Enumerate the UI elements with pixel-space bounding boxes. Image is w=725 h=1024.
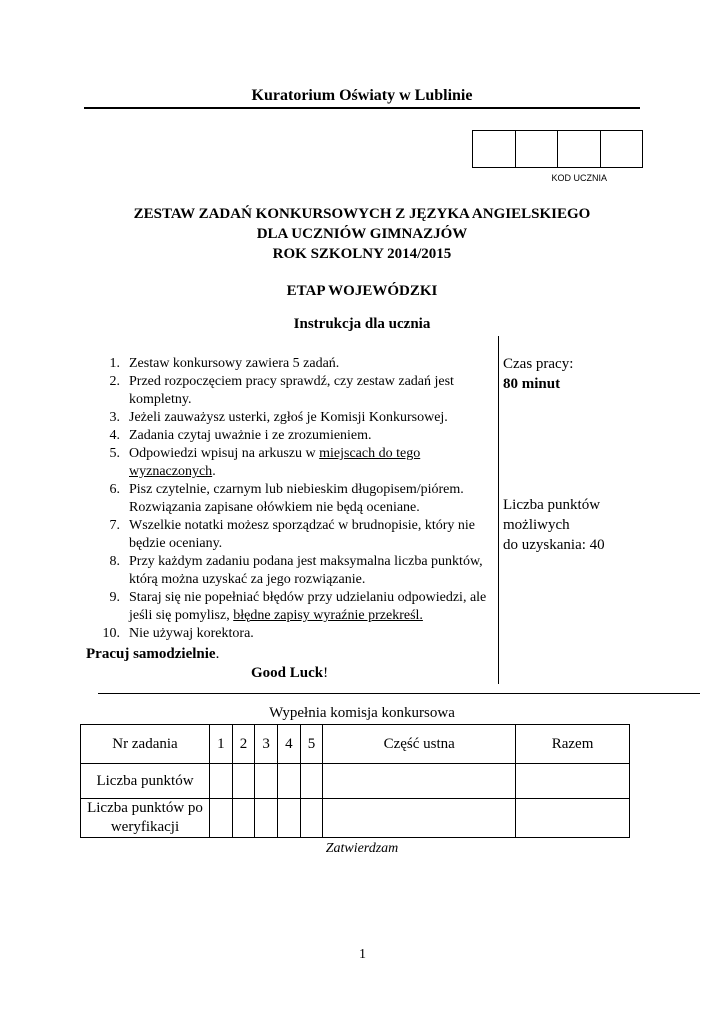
- score-input-cell[interactable]: [278, 799, 301, 838]
- student-code-cell-2[interactable]: [516, 131, 559, 167]
- column-divider: [498, 336, 499, 684]
- score-input-cell[interactable]: [300, 799, 323, 838]
- instruction-item: [96, 589, 496, 625]
- instruction-text: Przy każdym zadaniu podana jest maksymalna liczba punktów, którą można uzyskać za jego rozwiązanie.: [129, 554, 483, 587]
- table-cell-task-2: 2: [232, 725, 255, 764]
- section-divider: [98, 693, 700, 694]
- instruction-text: Nie używaj korektora.: [129, 626, 254, 641]
- work-independently-tail: .: [215, 646, 220, 662]
- instruction-item: [96, 553, 496, 589]
- score-input-cell[interactable]: [255, 764, 278, 799]
- student-code-cell-4[interactable]: [601, 131, 643, 167]
- table-row-verified-points: [81, 799, 630, 838]
- instruction-text: Zadania czytaj uważnie i ze zrozumieniem.: [129, 428, 372, 443]
- score-input-cell[interactable]: [516, 799, 630, 838]
- student-code-label: KOD UCZNIA: [551, 173, 607, 183]
- instruction-text: Odpowiedzi wpisuj na arkuszu w: [129, 446, 320, 461]
- competition-stage: ETAP WOJEWÓDZKI: [286, 283, 438, 299]
- table-row-points: [81, 764, 630, 799]
- table-cell-task-3: 3: [255, 725, 278, 764]
- time-label: Czas pracy:: [503, 356, 574, 372]
- instruction-item: [96, 517, 496, 553]
- title-line-1: ZESTAW ZADAŃ KONKURSOWYCH Z JĘZYKA ANGIELSKIEGO: [133, 206, 591, 222]
- instruction-number: 10.: [102, 626, 120, 641]
- work-independently-bold: Pracuj samodzielnie: [86, 646, 216, 662]
- good-luck-bold: Good Luck: [251, 665, 324, 681]
- score-input-cell[interactable]: [210, 764, 233, 799]
- page-number: 1: [359, 947, 366, 962]
- instruction-item: [96, 355, 496, 373]
- student-code-cell-1[interactable]: [473, 131, 516, 167]
- instruction-number: 7.: [109, 518, 120, 533]
- score-input-cell[interactable]: [323, 799, 516, 838]
- instruction-text: Wszelkie notatki możesz sporządzać w brudnopisie, który nie będzie oceniany.: [129, 518, 475, 551]
- instruction-item: [96, 373, 496, 409]
- instruction-item: [96, 625, 496, 643]
- instruction-number: 9.: [109, 590, 120, 605]
- score-table: [80, 724, 630, 838]
- instruction-item: [96, 481, 496, 517]
- issuer-title: Kuratorium Oświaty w Lublinie: [251, 87, 473, 104]
- max-points-line-1: Liczba punktów: [503, 497, 601, 513]
- table-cell-task-4: 4: [278, 725, 301, 764]
- instruction-number: 4.: [109, 428, 120, 443]
- instruction-text-tail: .: [212, 464, 216, 479]
- score-input-cell[interactable]: [232, 799, 255, 838]
- score-input-cell[interactable]: [300, 764, 323, 799]
- max-points-line-3: do uzyskania: 40: [503, 537, 605, 553]
- instruction-text: Zestaw konkursowy zawiera 5 zadań.: [129, 356, 340, 371]
- instruction-text-underlined: miejscach do tego wyznaczonych: [129, 446, 421, 479]
- good-luck-tail: !: [323, 665, 329, 681]
- student-code-boxes[interactable]: [472, 130, 643, 168]
- table-cell-verified-label: Liczba punktów po weryfikacji: [81, 799, 210, 838]
- table-row-header: [81, 725, 630, 764]
- score-input-cell[interactable]: [232, 764, 255, 799]
- instruction-number: 3.: [109, 410, 120, 425]
- title-line-3: ROK SZKOLNY 2014/2015: [272, 246, 452, 262]
- instruction-number: 1.: [109, 356, 120, 371]
- good-luck-note: [251, 665, 328, 682]
- instruction-text: Pisz czytelnie, czarnym lub niebieskim długopisem/piórem. Rozwiązania zapisane ołówkiem nie będą oceniane.: [129, 482, 464, 515]
- instruction-item: [96, 409, 496, 427]
- score-input-cell[interactable]: [323, 764, 516, 799]
- score-input-cell[interactable]: [278, 764, 301, 799]
- document-title: [84, 204, 640, 264]
- title-line-2: DLA UCZNIÓW GIMNAZJÓW: [256, 226, 468, 242]
- instructions-title: Instrukcja dla ucznia: [293, 316, 431, 332]
- table-cell-task-1: 1: [210, 725, 233, 764]
- commission-title: Wypełnia komisja konkursowa: [269, 705, 455, 721]
- table-cell-task-5: 5: [300, 725, 323, 764]
- instruction-text: Przed rozpoczęciem pracy sprawdź, czy zestaw zadań jest kompletny.: [129, 374, 454, 407]
- work-independently-note: [86, 646, 219, 663]
- instruction-number: 2.: [109, 374, 120, 389]
- instruction-number: 5.: [109, 446, 120, 461]
- instruction-text-underlined: błędne zapisy wyraźnie przekreśl.: [233, 608, 423, 623]
- instruction-number: 8.: [109, 554, 120, 569]
- max-points-info: [503, 495, 605, 555]
- table-cell-points-label: Liczba punktów: [81, 764, 210, 799]
- score-input-cell[interactable]: [210, 799, 233, 838]
- approval-label: Zatwierdzam: [325, 841, 399, 856]
- table-cell-oral-part: Część ustna: [323, 725, 516, 764]
- score-input-cell[interactable]: [516, 764, 630, 799]
- instruction-item: [96, 427, 496, 445]
- time-value: 80 minut: [503, 376, 561, 392]
- max-points-line-2: możliwych: [503, 517, 570, 533]
- instructions-list: [96, 355, 496, 643]
- instruction-number: 6.: [109, 482, 120, 497]
- instruction-text: Staraj się nie popełniać błędów przy udzielaniu odpowiedzi, ale jeśli się pomylisz,: [129, 590, 487, 623]
- table-cell-task-number-label: Nr zadania: [81, 725, 210, 764]
- instruction-text: Jeżeli zauważysz usterki, zgłoś je Komisji Konkursowej.: [129, 410, 448, 425]
- student-code-cell-3[interactable]: [558, 131, 601, 167]
- header-divider: [84, 107, 640, 109]
- table-cell-total: Razem: [516, 725, 630, 764]
- instruction-item: [96, 445, 496, 481]
- score-input-cell[interactable]: [255, 799, 278, 838]
